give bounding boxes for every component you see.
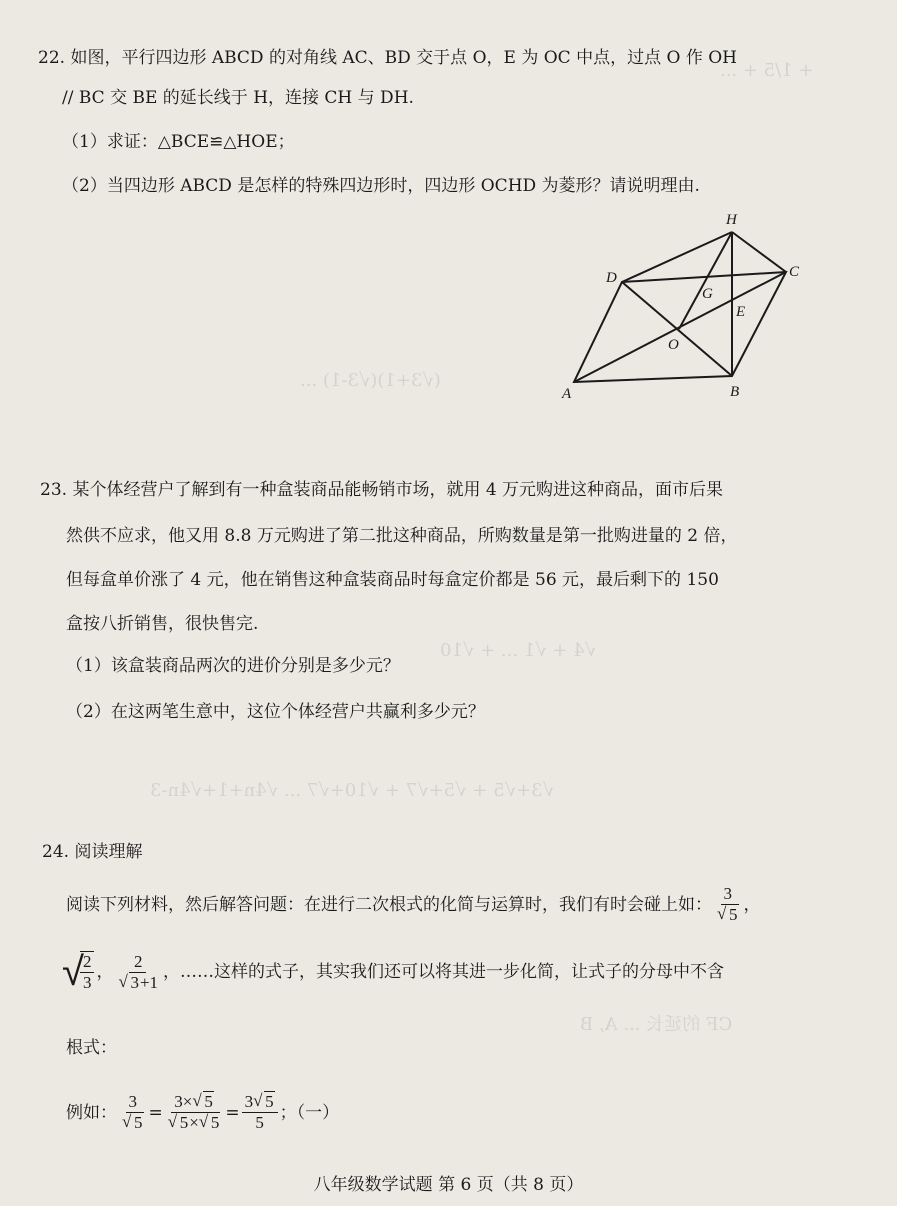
- label-o: O: [668, 337, 679, 353]
- example-frac-1: [119, 1092, 147, 1133]
- q23-part-1: （1）该盒装商品两次的进价分别是多少元？: [66, 656, 400, 676]
- example-tail: ；（一）: [279, 1102, 340, 1123]
- diagonal-bd: [622, 282, 732, 376]
- equals: =: [148, 1102, 163, 1123]
- example-label: 例如：: [66, 1102, 117, 1123]
- q23-line-1: 23. 某个体经营户了解到有一种盒装商品能畅销市场，就用 4 万元购进这种商品，面市后果: [40, 480, 724, 500]
- q24-line-1: [66, 884, 761, 925]
- page-footer: 八年级数学试题 第 6 页（共 8 页）: [313, 1175, 584, 1195]
- times: ×: [189, 1113, 199, 1132]
- segment-dh: [622, 232, 732, 282]
- frac-num: 3: [721, 884, 736, 905]
- frac-2-over-sqrt3-plus-1: [115, 952, 161, 993]
- frac-num: 2: [131, 952, 146, 973]
- q23-line-4: 盒按八折销售，很快售完.: [66, 614, 259, 634]
- q23-line-3: 但每盒单价涨了 4 元，他在销售这种盒装商品时每盒定价都是 56 元，最后剩下的 150: [66, 570, 719, 590]
- frac-den: 5: [255, 1113, 264, 1132]
- frac-den: 3: [82, 973, 92, 992]
- num-3: 3: [174, 1092, 183, 1111]
- label-a: A: [562, 386, 572, 402]
- label-h: H: [726, 212, 737, 228]
- q23-part-2: （2）在这两笔生意中，这位个体经营户共赢利多少元？: [66, 702, 485, 722]
- radicand: 5: [179, 1113, 189, 1132]
- radicand: 3: [130, 972, 139, 992]
- q23-line-2: 然供不应求，他又用 8.8 万元购进了第二批这种商品，所购数量是第一批购进量的 2 倍，: [66, 526, 738, 546]
- q24-title: 24. 阅读理解: [42, 842, 143, 862]
- sqrt-two-thirds: √ $\frac{2}{3}$: [62, 950, 96, 994]
- q24-line-2: [62, 950, 724, 994]
- q24-example: [66, 1092, 339, 1133]
- frac-3-over-sqrt5: [714, 884, 742, 925]
- label-b: B: [730, 384, 740, 400]
- comma: ，: [96, 962, 114, 982]
- q24-line-3: 根式：: [66, 1038, 117, 1058]
- plus-one: +1: [139, 972, 159, 992]
- example-frac-2: [165, 1092, 224, 1133]
- num-3: 3: [244, 1092, 254, 1111]
- q24-line-1-text: 阅读下列材料，然后解答问题：在进行二次根式的化简与运算时，我们有时会碰上如：: [66, 894, 712, 915]
- radicand: 5: [729, 905, 738, 924]
- label-c: C: [789, 264, 800, 280]
- radicand: 5: [265, 1092, 274, 1111]
- q22-part-1: （1）求证：△BCE≌△HOE；: [62, 132, 295, 152]
- segment-ch: [732, 232, 786, 272]
- label-e: E: [736, 304, 746, 320]
- radicand: 5: [210, 1113, 220, 1132]
- q22-line-2: // BC 交 BE 的延长线于 H，连接 CH 与 DH.: [62, 88, 414, 108]
- radicand: 5: [134, 1113, 143, 1132]
- frac-num: 2: [80, 952, 95, 973]
- times: ×: [182, 1092, 193, 1111]
- example-frac-3: [242, 1092, 278, 1133]
- equals: =: [225, 1102, 240, 1123]
- q22-part-2: （2）当四边形 ABCD 是怎样的特殊四边形时，四边形 OCHD 为菱形？请说明理由.: [62, 176, 700, 196]
- q24-line-2-text: ，……这样的式子，其实我们还可以将其进一步化简，让式子的分母中不含: [163, 962, 725, 982]
- parallelogram-figure: [560, 210, 820, 410]
- label-g: G: [702, 286, 713, 302]
- comma: ，: [743, 894, 761, 915]
- frac-num: 3: [126, 1092, 141, 1113]
- label-d: D: [606, 270, 617, 286]
- radicand: 5: [204, 1092, 213, 1111]
- q22-line-1: 22. 如图，平行四边形 ABCD 的对角线 AC、BD 交于点 O，E 为 OC 中点，过点 O 作 OH: [38, 48, 737, 68]
